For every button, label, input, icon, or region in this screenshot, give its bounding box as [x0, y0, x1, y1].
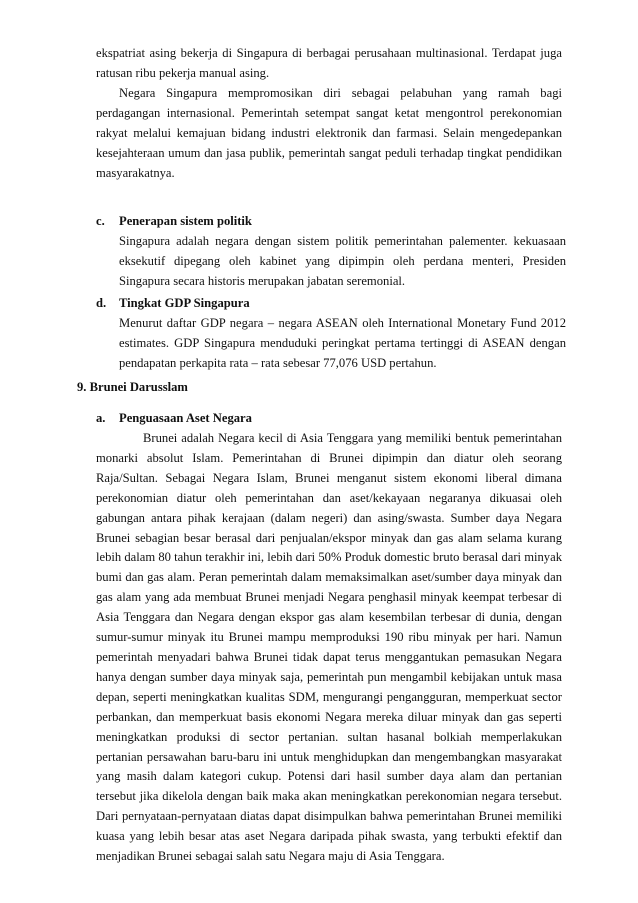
intro-paragraph-2 [96, 84, 562, 184]
section-d-title: Tingkat GDP Singapura [119, 296, 250, 310]
section-a-marker: a. [96, 411, 106, 425]
section-d-body: Menurut daftar GDP negara – negara ASEAN oleh International Monetary Fund 2012 estimates. GDP Singapura menduduki peringkat pertama tertinggi di ASEAN dengan pendapatan perkapita rata – rata sebesar 77,076 USD pertahun. [119, 315, 566, 370]
section-d [96, 294, 566, 374]
section-c [96, 212, 566, 292]
section-c-title: Penerapan sistem politik [119, 214, 252, 228]
intro-paragraph-1-text: ekspatriat asing bekerja di Singapura di berbagai perusahaan multinasional. Terdapat juga ratusan ribu pekerja manual asing. [96, 46, 562, 80]
intro-paragraph-2-text: Negara Singapura mempromosikan diri sebagai pelabuhan yang ramah bagi perdagangan internasional. Pemerintah setempat sangat ketat mengontrol perekonomian rakyat melalui kemajuan bidang industri elektronik dan farmasi. Selain mengedepankan kesejahteraan umum dan jasa publik, pemerintah sangat peduli terhadap tingkat pendidikan masyarakatnya. [96, 86, 562, 180]
intro-paragraph-1 [96, 44, 562, 84]
heading-brunei: 9. Brunei Darusslam [77, 380, 188, 394]
section-d-marker: d. [96, 296, 107, 310]
section-c-body: Singapura adalah negara dengan sistem politik pemerintahan palementer. kekuasaan eksekutif dipegang oleh kabinet yang dipimpin oleh perdana menteri, Presiden Singapura secara historis merupakan jabatan seremonial. [119, 233, 566, 288]
section-a-body-block [96, 429, 562, 867]
section-a-body: Brunei adalah Negara kecil di Asia Tenggara yang memiliki bentuk pemerintahan monarki absolut Islam. Pemerintahan di Brunei dipimpin dan diatur oleh seorang Raja/Sultan. Sebagai Negara Islam, Brunei menganut sistem ekonomi liberal dimana perekonomian diatur oleh pemerintahan dan aset/kekayaan negaranya dikuasai oleh gabungan antara pihak kerajaan (dalam negeri) dan asing/swasta. Sumber daya Negara Brunei sebagian besar berasal dari penjualan/ekspor minyak dan gas alam selama kurang lebih dalam 80 tahun terakhir ini, lebih dari 50% Produk domestic bruto berasal dari minyak bumi dan gas alam. Peran pemerintah dalam memaksimalkan aset/sumber daya minyak dan gas alam yang ada membuat Brunei menjadi Negara penghasil minyak keempat terbesar di Asia Tenggara dan Negara dengan ekspor gas alam kesembilan terbesar di dunia, dengan sumur-sumur minyak itu Brunei mampu memproduksi 190 ribu minyak per hari. Namun pemerintah menyadari bahwa Brunei tidak dapat terus menggantukan pemasukan Negara hanya dengan sumber daya minyak saja, pemerintah pun mengambil kebijakan untuk masa depan, seperti meningkatkan kualitas SDM, mengurangi pengangguran, memperkuat sector perbankan, dan memperkuat basis ekonomi Negara mereka diluar minyak dan gas seperti meningkatkan produksi di sector pertanian. sultan hasanal bolkiah memperlakukan pertanian persawahan baru-baru ini untuk menghidupkan dan mengembangkan masyarakat yang masih dalam kategori cukup. Potensi dari hasil sumber daya alam dan pertanian tersebut jika dikelola dengan baik maka akan meningkatkan perekonomian negara tersebut. Dari pernyataan-pernyataan diatas dapat disimpulkan bahwa pemerintahan Brunei memiliki kuasa yang lebih besar atas aset Negara daripada pihak swasta, yang terbukti efektif dan menjadikan Brunei sebagai salah satu Negara maju di Asia Tenggara. [96, 431, 562, 864]
section-c-marker: c. [96, 214, 105, 228]
section-a [96, 409, 566, 429]
section-a-title: Penguasaan Aset Negara [119, 411, 252, 425]
